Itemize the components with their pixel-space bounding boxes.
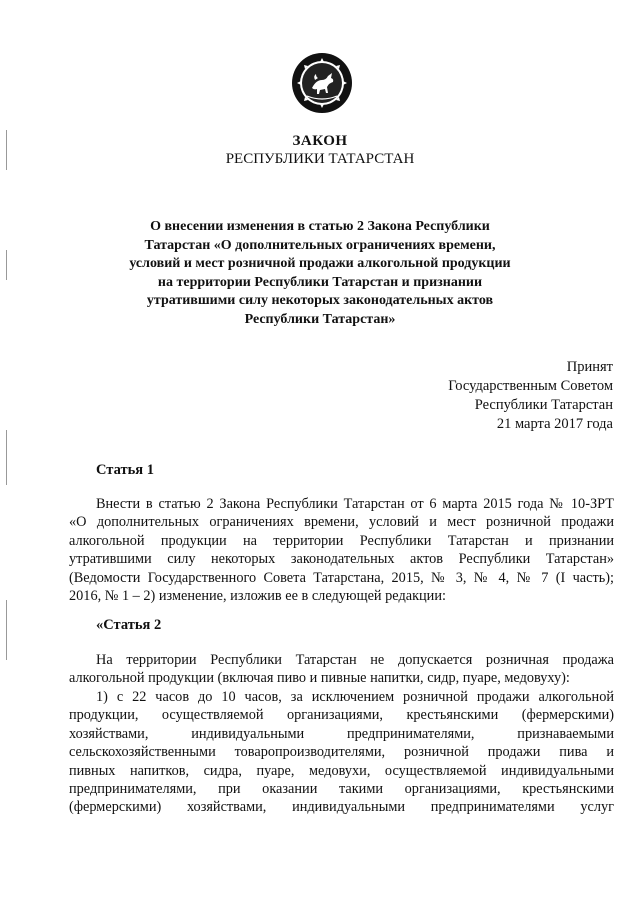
adoption-line: Республики Татарстан [474,397,613,413]
republic-title: РЕСПУБЛИКИ ТАТАРСТАН [225,151,415,167]
adoption-date: 21 марта 2017 года [496,416,613,432]
text-line: продукции, осуществляемой организациями, крестьянскими (фермерскими) [69,707,614,724]
tatarstan-coat-of-arms-icon [291,52,353,114]
subject-line: утратившими силу некоторых законодательных актов [146,293,494,308]
subject-line: Республики Татарстан» [244,311,396,327]
text-line: сельскохозяйственными товаропроизводителями, розничной продажи пива и [69,744,614,761]
text-line: На территории Республики Татарстан не допускается розничная продажа [96,652,614,668]
article-2-heading: «Статья 2 [96,617,162,633]
adoption-line: Принят [566,359,613,375]
article-2-item-1 [69,688,614,817]
adoption-line: Государственным Советом [448,378,613,394]
law-title: ЗАКОН [292,133,348,149]
text-line: Внести в статью 2 Закона Республики Татарстан от 6 марта 2015 года № 10-ЗРТ [96,496,614,512]
text-line: алкогольной продукции (включая пиво и пивные напитки, сидр, пуаре, медовуху): [69,670,570,687]
article-1-text [69,495,614,605]
text-line: «О дополнительных ограничениях времени, условий и мест розничной продажи [69,514,614,531]
text-line: пивных напитков, сидра, пуаре, медовухи, осуществляемой индивидуальными [69,762,614,779]
text-line: предпринимателями, при оказании такими организациями, крестьянскими [69,781,614,798]
text-line: (фермерскими) хозяйствами, индивидуальными предпринимателями услуг [69,799,614,816]
law-subject [110,218,530,329]
scan-edge-marks [6,130,8,690]
text-line: хозяйствами, индивидуальными предпринимателями, признаваемыми [69,725,614,742]
adoption-block [448,358,613,434]
article-1-heading: Статья 1 [96,462,154,478]
text-line: (Ведомости Государственного Совета Татарстана, 2015, № 3, № 4, № 7 (I часть); [69,569,614,586]
text-line: 1) с 22 часов до 10 часов, за исключением розничной продажи алкогольной [96,689,614,705]
subject-line: О внесении изменения в статью 2 Закона Республики [150,219,490,234]
subject-line: условий и мест розничной продажи алкогольной продукции [129,256,511,271]
subject-line: на территории Республики Татарстан и признании [157,274,483,290]
text-line: утратившими силу некоторых законодательных актов Республики Татарстан» [69,551,614,568]
text-line: алкогольной продукции на территории Республики Татарстан и признании [69,532,614,549]
subject-line: Татарстан «О дополнительных ограничениях времени, [144,237,496,253]
text-line: 2016, № 1 – 2) изменение, изложив ее в следующей редакции: [69,588,446,605]
article-2-intro [69,651,614,688]
